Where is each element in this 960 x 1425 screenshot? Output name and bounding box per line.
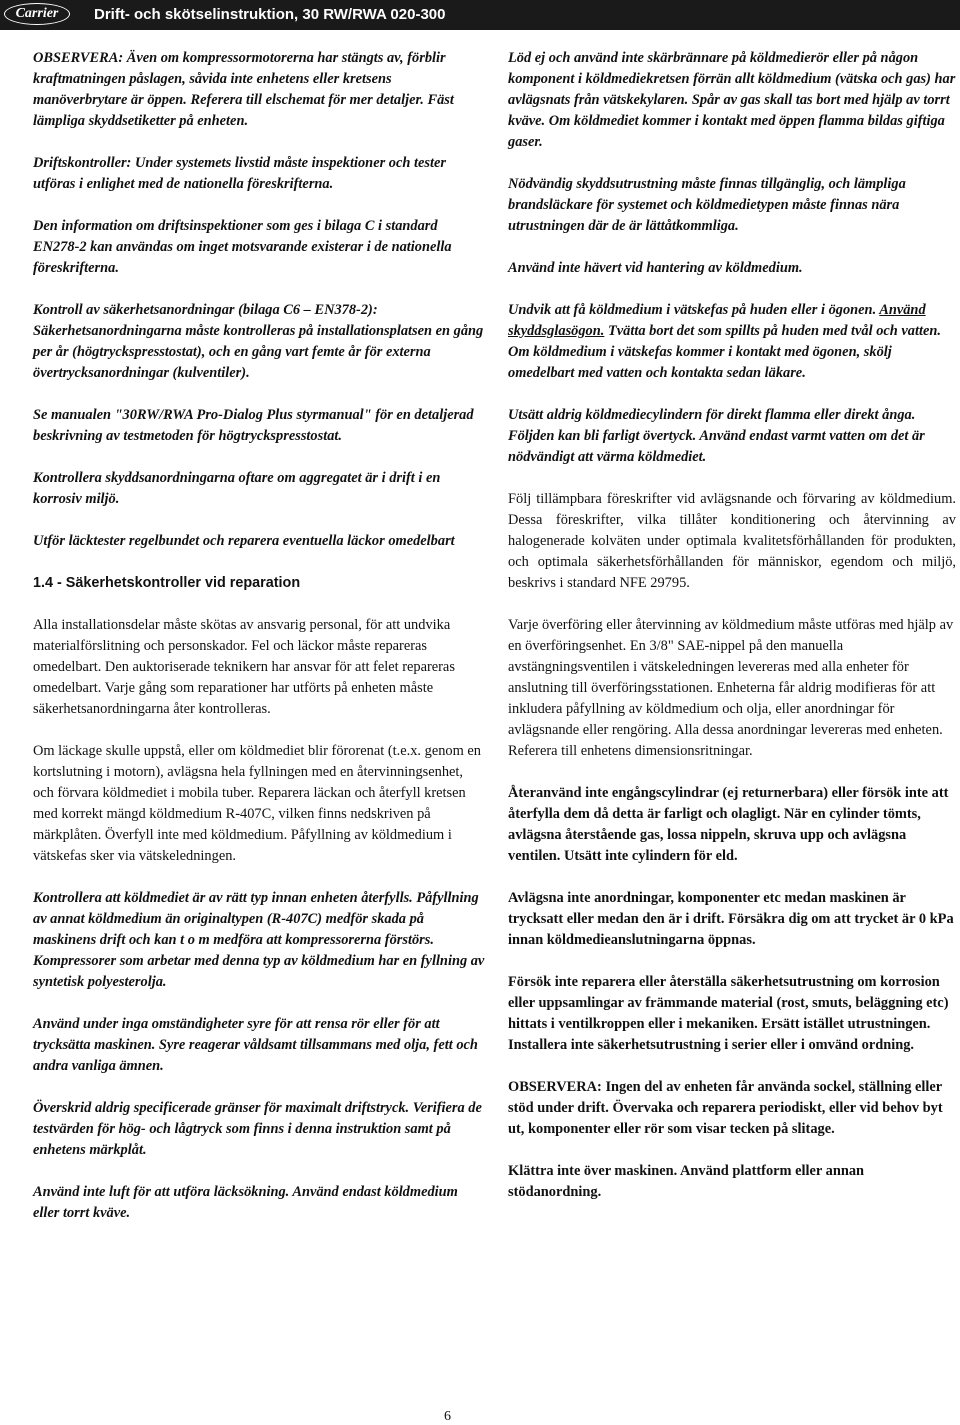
right-paragraph-klattra: Klättra inte över maskinen. Använd plattform eller annan stödanordning. xyxy=(508,1163,865,1200)
left-paragraph-se-manualen: Se manualen "30RW/RWA Pro-Dialog Plus styrmanual" för en detaljerad beskrivning av testmetoden för högtryckspresstostat. xyxy=(33,407,474,444)
left-paragraph-driftskontroller: Driftskontroller: Under systemets livstid måste inspektioner och tester utföras i enlighet med de nationella föreskrifterna. xyxy=(33,155,446,192)
left-paragraph-kontroll-sakerhet: Kontroll av säkerhetsanordningar (bilaga C6 – EN378-2): Säkerhetsanordningarna måste kontrolleras på installationsplatsen en gång per år (högtryckspresstostat), och en gång vart femte år för externa övertrycksanordningar (kulventiler). xyxy=(33,302,484,381)
right-paragraph-observera-sockel: OBSERVERA: Ingen del av enheten får använda sockel, ställning eller stöd under drift. Övervaka och reparera periodiskt, eller vid behov byt ut, komponenter eller rör som visar tecken på slitage. xyxy=(508,1079,943,1137)
left-paragraph-syre: Använd under inga omständigheter syre för att rensa rör eller för att trycksätta maskinen. Syre reagerar våldsamt tillsammans med olja, fett och andra vanliga ämnen. xyxy=(33,1016,478,1074)
left-paragraph-installationsdelar: Alla installationsdelar måste skötas av ansvarig personal, för att undvika materialförslitning och personskador. Fel och läckor måste repareras omedelbart. Den auktoriserade teknikern har ansvar för att felet repareras omedelbart. Varje gång som reparationer har utförts på enheten måste säkerhetsanordningarna åter kontrolleras. xyxy=(33,617,455,717)
right-paragraph-havert: Använd inte hävert vid hantering av köldmedium. xyxy=(508,260,803,276)
right-paragraph-korrosion: Försök inte reparera eller återställa säkerhetsutrustning om korrosion eller uppsamlingar av främmande material (rost, smuts, beläggning etc) hittats i ventilkroppen eller i mekaniken. Ersätt istället utrustningen. Installera inte säkerhetsutrustning i serier eller i omvänd ordning. xyxy=(508,974,949,1053)
right-paragraph-flamma: Utsätt aldrig köldmediecylindern för direkt flamma eller direkt ånga. Följden kan bli farligt övertyck. Använd endast varmt vatten om det är nödvändigt att värma köldmediet. xyxy=(508,407,925,465)
right-paragraph-overforing: Varje överföring eller återvinning av köldmedium måste utföras med hjälp av en överföringsenhet. En 3/8" SAE-nippel på den manuella avstängningsventilen i vätskeledningen levereras med alla enheter för anslutning till överföringsstationen. Enheterna får aldrig modifieras för att inkludera påfyllning av köldmedium och olja, eller anordningar för avlägsnande eller rengöring. Alla dessa anordningar levereras med enheten. Referera till enhetens dimensionsritningar. xyxy=(508,617,954,759)
ogonen-text-a: Undvik att få köldmedium i vätskefas på huden eller i ögonen. xyxy=(508,302,877,318)
left-paragraph-ratt-typ: Kontrollera att köldmediet är av rätt typ innan enheten återfylls. Påfyllning av annat köldmedium än originaltypen (R-407C) medför skada på maskinens drift och kan t o m medföra att kompressorerna förstörs. Kompressorer som arbetar med denna typ av köldmedium har en fyllning av syntetisk polyesterolja. xyxy=(33,890,485,990)
left-column xyxy=(33,48,485,1245)
left-paragraph-information: Den information om driftsinspektioner som ges i bilaga C i standard EN278-2 kan användas om inget motsvarande existerar i de nationella föreskrifterna. xyxy=(33,218,452,276)
right-paragraph-forvaring: Följ tillämpbara föreskrifter vid avlägsnande och förvaring av köldmedium. Dessa föreskrifter, vilka tillåter konditionering och återvinning av halogenerade kolväten under optimala kvalitetsförhållanden för produkten, och optimala säkerhetsförhållanden för människor, egendom och miljö, beskrivs i standard NFE 29795. xyxy=(508,491,956,591)
left-paragraph-observera: OBSERVERA: Även om kompressormotorerna har stängts av, förblir kraftmatningen påslagen, såvida inte enhetens eller kretsens manöverbrytare är öppen. Referera till elschemat för mer detaljer. Fäst lämpliga skyddsetiketter på enheten. xyxy=(33,50,454,129)
ogonen-text-underlined: Använd skyddsglasögon. xyxy=(508,302,926,339)
page-header xyxy=(0,0,960,30)
left-paragraph-lacksokning: Använd inte luft för att utföra läcksökning. Använd endast köldmedium eller torrt kväve. xyxy=(33,1184,458,1221)
right-paragraph-engangscylindrar: Återanvänd inte engångscylindrar (ej returnerbara) eller försök inte att återfylla dem då detta är farligt och olagligt. När en cylinder tömts, avlägsna återstående gas, lossa nippeln, skruva upp och avlägsna ventilen. Utsätt inte cylindern för eld. xyxy=(508,785,949,864)
right-column xyxy=(508,48,956,1224)
left-paragraph-korrosiv-miljo: Kontrollera skyddsanordningarna oftare om aggregatet är i drift i en korrosiv miljö. xyxy=(33,470,441,507)
page-number: 6 xyxy=(444,1409,451,1424)
carrier-logo: Carrier xyxy=(4,3,70,25)
left-paragraph-lacktester: Utför läcktester regelbundet och reparera eventuella läckor omedelbart xyxy=(33,533,455,549)
header-title: Drift- och skötselinstruktion, 30 RW/RWA 020-300 xyxy=(94,6,446,23)
right-paragraph-avlagsna: Avlägsna inte anordningar, komponenter etc medan maskinen är trycksatt eller medan den är i drift. Försäkra dig om att trycket är 0 kPa innan köldmedieanslutningarna öppnas. xyxy=(508,890,954,948)
left-paragraph-driftstryck: Överskrid aldrig specificerade gränser för maximalt driftstryck. Verifiera de testvärden för hög- och lågtryck som finns i denna instruktion samt på enhetens märkplåt. xyxy=(33,1100,482,1158)
ogonen-text-c: Tvätta bort det som spillts på huden med tvål och vatten. Om köldmedium i vätskefas kommer i kontakt med ögonen, skölj omedelbart med vatten och kontakta sedan läkare. xyxy=(508,323,941,381)
section-heading: 1.4 - Säkerhetskontroller vid reparation xyxy=(33,575,301,591)
right-paragraph-skyddsutrustning: Nödvändig skyddsutrustning måste finnas tillgänglig, och lämpliga brandsläckare för systemet och köldmedietypen måste finnas nära utrustningen där de är lättåtkommliga. xyxy=(508,176,906,234)
right-paragraph-lod-ej: Löd ej och använd inte skärbrännare på köldmedierör eller på någon komponent i köldmediekretsen förrän allt köldmedium (vätska och gas) har avlägsnats från vätskekylaren. Spår av gas skall tas bort med hjälp av torrt kväve. Om köldmediet kommer i kontakt med öppen flamma bildas giftiga gaser. xyxy=(508,50,956,150)
right-paragraph-ogonen xyxy=(508,300,956,384)
left-paragraph-lackage: Om läckage skulle uppstå, eller om köldmediet blir förorenat (t.e.x. genom en kortslutning i motorn), avlägsna hela fyllningen med en återvinningsenhet, och förvara köldmediet i mobila tuber. Reparera läckan och återfyll kretsen med korrekt mängd köldmedium R-407C, vilken finns nedskriven på märkplåten. Överfyll inte med köldmedium. Påfyllning av köldmedium i vätskefas sker via vätskeledningen. xyxy=(33,743,481,864)
